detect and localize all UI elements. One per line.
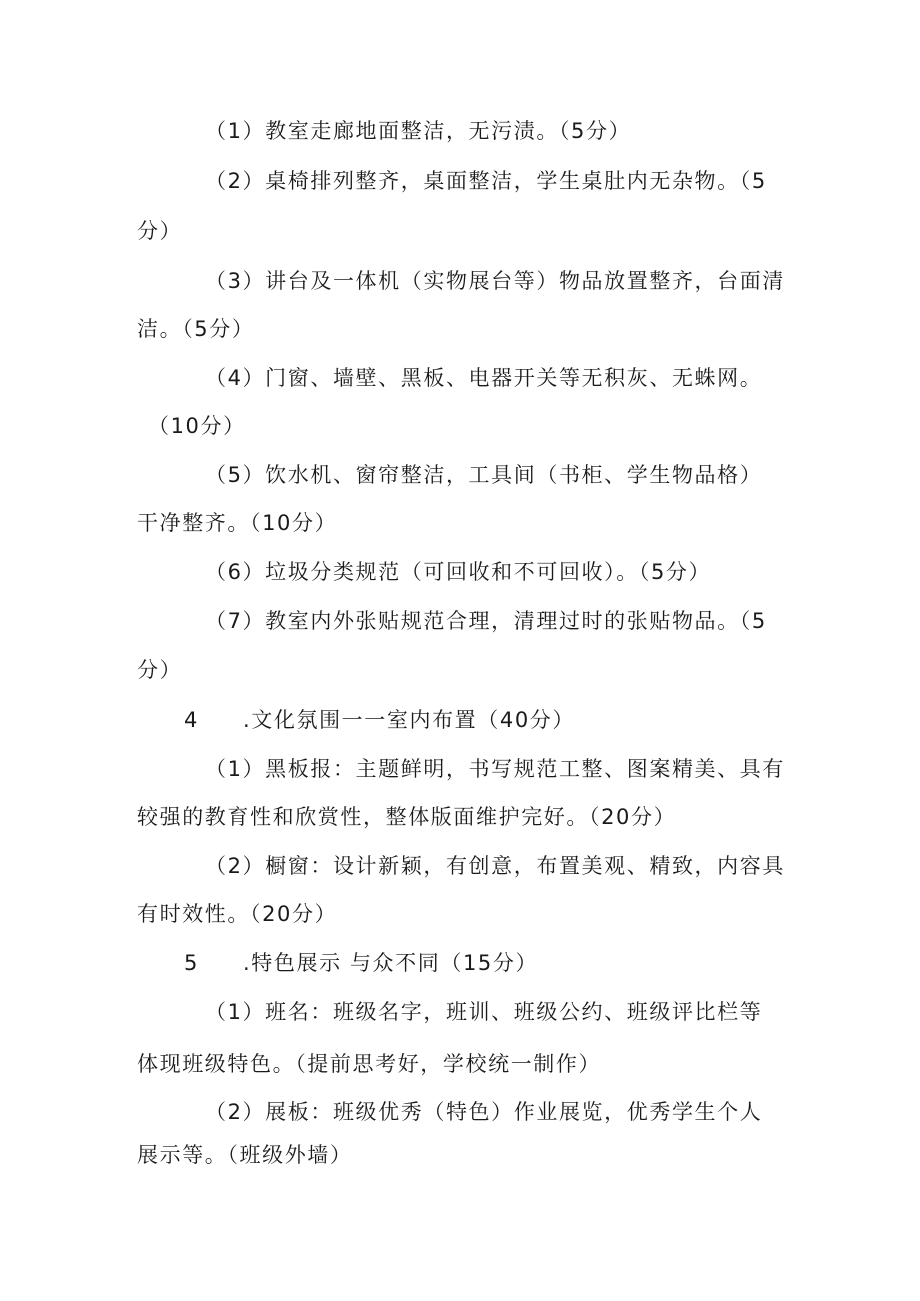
item-4-2-cont: 有时效性。（20分） xyxy=(137,902,338,926)
item-5-2-cont: 展示等。（班级外墙） xyxy=(137,1143,353,1167)
item-5-1: （1）班名：班级名字，班训、班级公约、班级评比栏等 xyxy=(205,1000,763,1024)
item-3-4-cont: （10分） xyxy=(148,414,246,438)
item-3-6: （6）垃圾分类规范（可回收和不可回收）。（5分） xyxy=(205,560,712,584)
section-5-number: 5 xyxy=(184,951,198,975)
item-3-3-cont: 洁。（5分） xyxy=(137,317,255,341)
section-4-heading: .文化氛围一一室内布置（40分） xyxy=(243,708,575,732)
item-3-4: （4）门窗、墙壁、黑板、电器开关等无积灰、无蛛网。 xyxy=(205,366,763,390)
item-5-2: （2）展板：班级优秀（特色）作业展览，优秀学生个人 xyxy=(205,1100,763,1124)
item-3-3: （3）讲台及一体机（实物展台等）物品放置整齐，台面清 xyxy=(205,269,785,293)
item-3-1: （1）教室走廊地面整洁，无污渍。（5分） xyxy=(205,119,632,143)
item-4-1-cont: 较强的教育性和欣赏性，整体版面维护完好。（20分） xyxy=(137,805,677,829)
item-3-7: （7）教室内外张贴规范合理，清理过时的张贴物品。（5 xyxy=(205,609,767,633)
item-5-1-cont: 体现班级特色。（提前思考好，学校统一制作） xyxy=(137,1052,602,1076)
item-4-2: （2）橱窗：设计新颖，有创意，布置美观、精致，内容具 xyxy=(205,854,785,878)
item-3-7-cont: 分） xyxy=(137,658,183,682)
item-3-2-cont: 分） xyxy=(137,219,183,243)
item-3-2: （2）桌椅排列整齐，桌面整洁，学生桌肚内无杂物。（5 xyxy=(205,169,767,193)
item-4-1: （1）黑板报：主题鲜明，书写规范工整、图案精美、具有 xyxy=(205,757,785,781)
item-3-5: （5）饮水机、窗帘整洁，工具间（书柜、学生物品格） xyxy=(205,463,763,487)
item-3-5-cont: 干净整齐。（10分） xyxy=(137,511,338,535)
section-4-number: 4 xyxy=(184,708,198,732)
section-5-heading: .特色展示 与众不同（15分） xyxy=(243,951,539,975)
